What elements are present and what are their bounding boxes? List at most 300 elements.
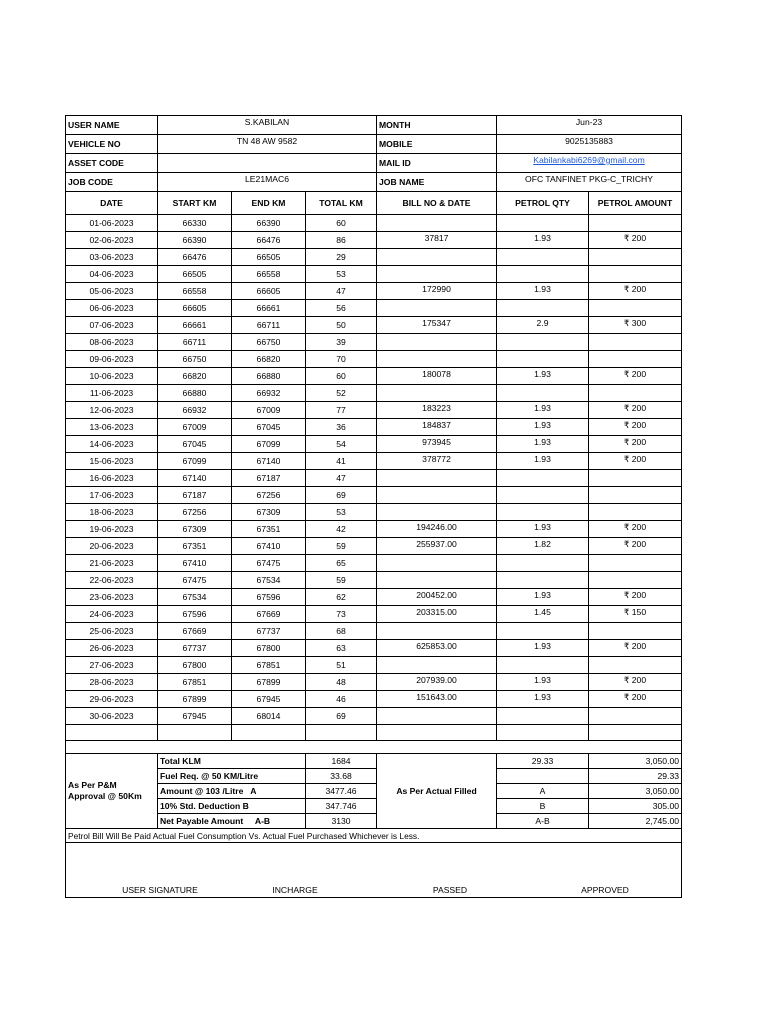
table-row (66, 691, 682, 708)
row-petrol-amount: ₹ 200 (589, 232, 682, 249)
header-row-user (66, 116, 682, 135)
row-end-km: 67140 (232, 453, 306, 470)
row-end-km: 67099 (232, 436, 306, 453)
mobile-value: 9025135883 (497, 135, 682, 154)
row-start-km: 67009 (158, 419, 232, 436)
row-petrol-amount (589, 266, 682, 283)
job-code-label: JOB CODE (66, 173, 158, 192)
incharge-label: INCHARGE (272, 885, 318, 895)
row-petrol-qty: 1.93 (497, 419, 589, 436)
row-date: 02-06-2023 (66, 232, 158, 249)
summary-label-2: Fuel Req. @ 50 KM/Litre (158, 769, 306, 784)
table-row (66, 538, 682, 555)
row-bill-no (377, 470, 497, 487)
row-date: 20-06-2023 (66, 538, 158, 555)
row-bill-no: 625853.00 (377, 640, 497, 657)
summary-label-3: Amount @ 103 /Litre A (158, 784, 306, 799)
row-bill-no (377, 572, 497, 589)
row-bill-no: 184837 (377, 419, 497, 436)
row-petrol-amount: ₹ 300 (589, 317, 682, 334)
row-date: 05-06-2023 (66, 283, 158, 300)
row-start-km: 67187 (158, 487, 232, 504)
row-start-km: 66880 (158, 385, 232, 402)
row-petrol-amount (589, 249, 682, 266)
summary-label-1: Total KLM (158, 754, 306, 769)
table-row (66, 572, 682, 589)
row-total-km: 41 (306, 453, 377, 470)
table-row (66, 674, 682, 691)
table-row (66, 487, 682, 504)
row-start-km: 66750 (158, 351, 232, 368)
row-total-km: 69 (306, 708, 377, 725)
row-total-km: 70 (306, 351, 377, 368)
row-end-km: 66476 (232, 232, 306, 249)
row-petrol-qty: 1.93 (497, 453, 589, 470)
row-date: 25-06-2023 (66, 623, 158, 640)
header-row-asset (66, 154, 682, 173)
row-date: 03-06-2023 (66, 249, 158, 266)
row-petrol-qty: 1.93 (497, 232, 589, 249)
row-total-km: 68 (306, 623, 377, 640)
summary-right-key-5: A-B (497, 814, 589, 829)
row-end-km: 67351 (232, 521, 306, 538)
row-petrol-qty (497, 555, 589, 572)
table-row (66, 419, 682, 436)
row-petrol-amount (589, 504, 682, 521)
job-code-value: LE21MAC6 (158, 173, 377, 192)
row-petrol-qty (497, 351, 589, 368)
row-petrol-amount (589, 487, 682, 504)
summary-row-1 (66, 754, 682, 769)
row-petrol-amount: ₹ 200 (589, 640, 682, 657)
row-petrol-amount: ₹ 200 (589, 436, 682, 453)
table-row (66, 215, 682, 232)
table-row (66, 283, 682, 300)
row-start-km: 67410 (158, 555, 232, 572)
row-bill-no (377, 487, 497, 504)
row-date: 16-06-2023 (66, 470, 158, 487)
row-bill-no (377, 266, 497, 283)
row-total-km: 63 (306, 640, 377, 657)
row-petrol-amount: ₹ 200 (589, 419, 682, 436)
row-petrol-qty: 1.93 (497, 436, 589, 453)
row-petrol-amount (589, 708, 682, 725)
table-row (66, 334, 682, 351)
row-start-km: 66390 (158, 232, 232, 249)
row-bill-no: 175347 (377, 317, 497, 334)
row-petrol-qty: 1.93 (497, 589, 589, 606)
summary-value-5: 3130 (306, 814, 377, 829)
summary-right-key-2 (497, 769, 589, 784)
row-end-km: 67475 (232, 555, 306, 572)
row-start-km: 67596 (158, 606, 232, 623)
row-bill-no (377, 385, 497, 402)
row-petrol-qty (497, 623, 589, 640)
row-bill-no: 207939.00 (377, 674, 497, 691)
row-bill-no (377, 708, 497, 725)
summary-value-2: 33.68 (306, 769, 377, 784)
table-row (66, 657, 682, 674)
row-end-km: 67009 (232, 402, 306, 419)
row-total-km: 50 (306, 317, 377, 334)
row-date: 13-06-2023 (66, 419, 158, 436)
row-date: 29-06-2023 (66, 691, 158, 708)
row-end-km: 66820 (232, 351, 306, 368)
summary-label-5: Net Payable Amount A-B (158, 814, 306, 829)
row-total-km: 86 (306, 232, 377, 249)
row-bill-no (377, 504, 497, 521)
row-end-km: 67410 (232, 538, 306, 555)
row-total-km: 47 (306, 283, 377, 300)
row-petrol-qty: 1.93 (497, 674, 589, 691)
table-row (66, 470, 682, 487)
row-start-km: 67737 (158, 640, 232, 657)
row-start-km: 67534 (158, 589, 232, 606)
row-total-km: 42 (306, 521, 377, 538)
row-bill-no (377, 623, 497, 640)
summary-row-5 (66, 814, 682, 829)
asset-code-label: ASSET CODE (66, 154, 158, 173)
spacer-row (66, 741, 682, 754)
row-end-km: 66711 (232, 317, 306, 334)
col-petrol-qty: PETROL QTY (497, 192, 589, 215)
row-bill-no (377, 657, 497, 674)
month-label: MONTH (377, 116, 497, 135)
row-total-km: 54 (306, 436, 377, 453)
row-start-km: 67899 (158, 691, 232, 708)
pm-approval-label: As Per P&M Approval @ 50Km (66, 754, 158, 829)
row-end-km: 67899 (232, 674, 306, 691)
row-bill-no (377, 351, 497, 368)
col-petrol-amount: PETROL AMOUNT (589, 192, 682, 215)
row-petrol-amount: ₹ 200 (589, 402, 682, 419)
row-total-km: 56 (306, 300, 377, 317)
table-row (66, 300, 682, 317)
note-row (66, 829, 682, 843)
row-total-km: 60 (306, 368, 377, 385)
row-end-km: 67045 (232, 419, 306, 436)
row-date: 26-06-2023 (66, 640, 158, 657)
row-date: 15-06-2023 (66, 453, 158, 470)
row-petrol-amount: ₹ 200 (589, 538, 682, 555)
row-start-km: 66505 (158, 266, 232, 283)
row-petrol-qty (497, 215, 589, 232)
row-end-km: 67737 (232, 623, 306, 640)
row-start-km: 67309 (158, 521, 232, 538)
row-end-km: 67800 (232, 640, 306, 657)
fuel-policy-note: Petrol Bill Will Be Paid Actual Fuel Consumption Vs. Actual Fuel Purchased Whichever is Less. (66, 829, 682, 843)
table-row (66, 640, 682, 657)
summary-right-val-5: 2,745.00 (589, 814, 682, 829)
row-total-km: 69 (306, 487, 377, 504)
row-bill-no: 183223 (377, 402, 497, 419)
row-start-km: 67140 (158, 470, 232, 487)
row-end-km: 67596 (232, 589, 306, 606)
user-name-value: S.KABILAN (158, 116, 377, 135)
row-bill-no: 37817 (377, 232, 497, 249)
row-petrol-qty: 1.93 (497, 691, 589, 708)
row-total-km: 65 (306, 555, 377, 572)
row-start-km: 67475 (158, 572, 232, 589)
row-end-km: 67309 (232, 504, 306, 521)
row-petrol-qty: 1.45 (497, 606, 589, 623)
row-bill-no: 200452.00 (377, 589, 497, 606)
row-end-km: 67851 (232, 657, 306, 674)
row-end-km: 67187 (232, 470, 306, 487)
row-end-km: 66661 (232, 300, 306, 317)
table-row (66, 351, 682, 368)
row-total-km: 77 (306, 402, 377, 419)
row-start-km: 66476 (158, 249, 232, 266)
row-end-km: 66605 (232, 283, 306, 300)
row-total-km: 62 (306, 589, 377, 606)
header-row-vehicle (66, 135, 682, 154)
job-name-value: OFC TANFINET PKG-C_TRICHY (497, 173, 682, 192)
signature-row (66, 843, 682, 898)
summary-value-4: 347.746 (306, 799, 377, 814)
row-petrol-qty (497, 334, 589, 351)
table-row (66, 402, 682, 419)
row-total-km: 51 (306, 657, 377, 674)
job-name-label: JOB NAME (377, 173, 497, 192)
row-total-km: 53 (306, 266, 377, 283)
daily-rows (66, 215, 682, 725)
row-date: 24-06-2023 (66, 606, 158, 623)
row-bill-no (377, 555, 497, 572)
row-total-km: 47 (306, 470, 377, 487)
mail-id-cell (497, 154, 682, 173)
summary-row-4 (66, 799, 682, 814)
row-petrol-amount: ₹ 200 (589, 283, 682, 300)
row-petrol-amount: ₹ 200 (589, 589, 682, 606)
row-total-km: 53 (306, 504, 377, 521)
row-bill-no: 194246.00 (377, 521, 497, 538)
approved-label: APPROVED (581, 885, 629, 895)
row-petrol-amount (589, 300, 682, 317)
row-date: 30-06-2023 (66, 708, 158, 725)
table-row (66, 232, 682, 249)
row-petrol-amount (589, 657, 682, 674)
table-row (66, 623, 682, 640)
row-end-km: 68014 (232, 708, 306, 725)
row-petrol-qty: 1.93 (497, 368, 589, 385)
row-start-km: 67256 (158, 504, 232, 521)
row-date: 21-06-2023 (66, 555, 158, 572)
row-petrol-amount (589, 385, 682, 402)
row-petrol-qty (497, 300, 589, 317)
user-signature-label: USER SIGNATURE (122, 885, 198, 895)
col-total-km: TOTAL KM (306, 192, 377, 215)
summary-row-2 (66, 769, 682, 784)
row-start-km: 66711 (158, 334, 232, 351)
row-date: 28-06-2023 (66, 674, 158, 691)
row-total-km: 60 (306, 215, 377, 232)
vehicle-no-value: TN 48 AW 9582 (158, 135, 377, 154)
row-petrol-qty (497, 266, 589, 283)
row-start-km: 66558 (158, 283, 232, 300)
row-petrol-qty (497, 385, 589, 402)
row-petrol-amount: ₹ 200 (589, 521, 682, 538)
row-start-km: 67099 (158, 453, 232, 470)
row-petrol-qty: 1.93 (497, 402, 589, 419)
row-petrol-amount: ₹ 200 (589, 674, 682, 691)
row-end-km: 66932 (232, 385, 306, 402)
row-petrol-amount: ₹ 150 (589, 606, 682, 623)
row-total-km: 73 (306, 606, 377, 623)
row-end-km: 66505 (232, 249, 306, 266)
row-bill-no: 151643.00 (377, 691, 497, 708)
fuel-claim-sheet (65, 115, 681, 898)
row-start-km: 67669 (158, 623, 232, 640)
row-end-km: 67669 (232, 606, 306, 623)
row-total-km: 46 (306, 691, 377, 708)
row-petrol-amount (589, 215, 682, 232)
summary-right-val-2: 29.33 (589, 769, 682, 784)
row-date: 23-06-2023 (66, 589, 158, 606)
row-petrol-qty (497, 470, 589, 487)
asset-code-value (158, 154, 377, 173)
vehicle-no-label: VEHICLE NO (66, 135, 158, 154)
column-header-row (66, 192, 682, 215)
row-total-km: 36 (306, 419, 377, 436)
row-end-km: 66390 (232, 215, 306, 232)
row-bill-no: 255937.00 (377, 538, 497, 555)
row-petrol-amount: ₹ 200 (589, 368, 682, 385)
row-total-km: 48 (306, 674, 377, 691)
month-value: Jun-23 (497, 116, 682, 135)
row-total-km: 59 (306, 538, 377, 555)
row-date: 06-06-2023 (66, 300, 158, 317)
table-row (66, 266, 682, 283)
row-start-km: 67945 (158, 708, 232, 725)
summary-value-1: 1684 (306, 754, 377, 769)
table-row (66, 368, 682, 385)
fuel-claim-table (65, 115, 682, 898)
row-date: 27-06-2023 (66, 657, 158, 674)
mail-id-link[interactable]: Kabilankabi6269@gmail.com (533, 155, 645, 165)
summary-right-key-4: B (497, 799, 589, 814)
col-end-km: END KM (232, 192, 306, 215)
table-row (66, 436, 682, 453)
row-date: 11-06-2023 (66, 385, 158, 402)
row-total-km: 29 (306, 249, 377, 266)
row-petrol-amount (589, 351, 682, 368)
summary-right-key-1: 29.33 (497, 754, 589, 769)
summary-right-val-4: 305.00 (589, 799, 682, 814)
row-end-km: 66750 (232, 334, 306, 351)
row-petrol-qty (497, 487, 589, 504)
summary-right-val-3: 3,050.00 (589, 784, 682, 799)
table-row (66, 453, 682, 470)
row-petrol-qty (497, 504, 589, 521)
row-start-km: 66330 (158, 215, 232, 232)
row-date: 22-06-2023 (66, 572, 158, 589)
row-total-km: 39 (306, 334, 377, 351)
row-bill-no: 172990 (377, 283, 497, 300)
row-end-km: 67945 (232, 691, 306, 708)
header-row-job (66, 173, 682, 192)
row-petrol-amount (589, 555, 682, 572)
row-petrol-qty (497, 572, 589, 589)
row-bill-no (377, 249, 497, 266)
row-end-km: 66558 (232, 266, 306, 283)
row-bill-no (377, 300, 497, 317)
table-row (66, 589, 682, 606)
table-row (66, 385, 682, 402)
row-petrol-qty: 2.9 (497, 317, 589, 334)
table-row (66, 555, 682, 572)
row-petrol-amount (589, 334, 682, 351)
summary-value-3: 3477.46 (306, 784, 377, 799)
row-bill-no (377, 215, 497, 232)
row-bill-no: 973945 (377, 436, 497, 453)
summary-right-val-1: 3,050.00 (589, 754, 682, 769)
row-start-km: 66605 (158, 300, 232, 317)
row-date: 18-06-2023 (66, 504, 158, 521)
row-petrol-qty (497, 657, 589, 674)
row-petrol-qty: 1.93 (497, 283, 589, 300)
table-row (66, 249, 682, 266)
blank-row (66, 725, 682, 741)
signature-area (66, 843, 682, 898)
row-start-km: 67351 (158, 538, 232, 555)
row-bill-no: 378772 (377, 453, 497, 470)
row-start-km: 67800 (158, 657, 232, 674)
mobile-label: MOBILE (377, 135, 497, 154)
table-row (66, 606, 682, 623)
mail-id-label: MAIL ID (377, 154, 497, 173)
user-name-label: USER NAME (66, 116, 158, 135)
row-petrol-qty: 1.82 (497, 538, 589, 555)
row-total-km: 59 (306, 572, 377, 589)
actual-filled-label: As Per Actual Filled (377, 754, 497, 829)
row-petrol-amount: ₹ 200 (589, 453, 682, 470)
row-petrol-qty (497, 708, 589, 725)
row-date: 08-06-2023 (66, 334, 158, 351)
row-start-km: 66661 (158, 317, 232, 334)
row-start-km: 67851 (158, 674, 232, 691)
summary-row-3 (66, 784, 682, 799)
table-row (66, 708, 682, 725)
row-date: 10-06-2023 (66, 368, 158, 385)
row-date: 09-06-2023 (66, 351, 158, 368)
row-end-km: 66880 (232, 368, 306, 385)
table-row (66, 317, 682, 334)
row-date: 17-06-2023 (66, 487, 158, 504)
row-date: 04-06-2023 (66, 266, 158, 283)
row-date: 01-06-2023 (66, 215, 158, 232)
col-start-km: START KM (158, 192, 232, 215)
row-date: 19-06-2023 (66, 521, 158, 538)
summary-right-key-3: A (497, 784, 589, 799)
row-end-km: 67534 (232, 572, 306, 589)
row-bill-no: 203315.00 (377, 606, 497, 623)
row-start-km: 67045 (158, 436, 232, 453)
row-petrol-qty: 1.93 (497, 640, 589, 657)
row-petrol-amount (589, 470, 682, 487)
table-row (66, 521, 682, 538)
row-end-km: 67256 (232, 487, 306, 504)
row-start-km: 66820 (158, 368, 232, 385)
row-date: 12-06-2023 (66, 402, 158, 419)
row-petrol-amount (589, 572, 682, 589)
row-petrol-amount: ₹ 200 (589, 691, 682, 708)
row-bill-no (377, 334, 497, 351)
passed-label: PASSED (432, 885, 468, 895)
col-bill-no: BILL NO & DATE (377, 192, 497, 215)
table-row (66, 504, 682, 521)
row-start-km: 66932 (158, 402, 232, 419)
